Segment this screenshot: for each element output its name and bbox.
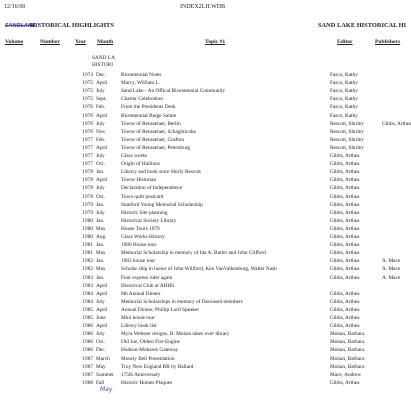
col-number: Number [40, 39, 60, 45]
row-month: May [96, 363, 106, 370]
row-year: 1981 [82, 242, 93, 249]
row-editor: Gibbs, Arthea [330, 177, 360, 184]
row-topic: Town quilt postcard [121, 193, 164, 200]
row-month: Oct. [96, 339, 105, 346]
row-topic: Towns of Rensselaer, Grafton [121, 136, 184, 143]
row-month: Jan. [96, 169, 105, 176]
row-editor: Gibbs, Arthea [330, 306, 360, 313]
row-editor: Fasco, Kathy [330, 96, 358, 103]
row-topic: Mosely Bell Presentation [121, 355, 175, 362]
row-month: Jan. [96, 217, 105, 224]
row-year: 1978 [82, 177, 93, 184]
table-row [0, 72, 400, 79]
row-topic: 1982 house tour [121, 258, 156, 265]
row-year: 1980 [82, 217, 93, 224]
subheader-line1: SAND LA [92, 55, 116, 61]
table-row [0, 339, 400, 346]
row-topic: Origin of Hallions [121, 161, 160, 168]
row-editor: Gibbs, Arthea [330, 250, 360, 257]
table-row [0, 113, 400, 120]
row-year: 1983 [82, 274, 93, 281]
table-row [0, 380, 400, 387]
row-editor: Fasco, Kathy [330, 72, 358, 78]
row-month: April [96, 323, 108, 330]
col-month: Month [97, 39, 114, 45]
table-row [0, 250, 400, 257]
row-month: April [96, 306, 108, 313]
col-topic: Topic #1 [205, 39, 226, 45]
row-editor: Fasco, Kathy [330, 112, 358, 119]
table-row [0, 226, 400, 233]
row-year: 1975 [82, 96, 93, 103]
row-editor: Gibbs, Arthea [330, 266, 360, 273]
row-year: 1984 [82, 298, 93, 305]
row-topic: Towns Historian [121, 177, 157, 184]
row-editor: Gibbs, Arthea [330, 185, 360, 192]
row-month: Fall [96, 379, 105, 386]
col-editor: Editor [337, 39, 353, 45]
row-year: 1979 [82, 201, 93, 208]
row-year: 1977 [82, 136, 93, 143]
row-month: March [96, 355, 110, 362]
row-editor: Gibbs, Arthea [330, 153, 360, 159]
table-row [0, 80, 400, 87]
row-editor: Gibbs, Arthea [330, 193, 360, 200]
row-month: July [96, 153, 105, 159]
row-topic: Memorial Scholarship in memory of Ida A. Butler and John Clifford [121, 250, 266, 257]
row-editor: Gibbs, Arthea [330, 225, 360, 232]
table-row [0, 275, 400, 282]
row-editor: Gibbs, Arthea [330, 323, 360, 330]
row-month: July [96, 209, 105, 216]
row-topic: Historic Homes Plaques [121, 379, 173, 386]
row-month: April [96, 177, 108, 184]
row-topic: Four express rider again [121, 274, 173, 281]
row-topic: Library and book store Shirly Rescott [121, 169, 201, 176]
row-editor: Mohan, Barbara [330, 339, 365, 346]
row-topic: Charter Celebration [121, 96, 163, 103]
row-year: 1975 [82, 80, 93, 87]
table-row [0, 234, 400, 241]
row-topic: Bicentennial Barge Salute [121, 112, 177, 119]
row-topic: Declaration of Independence [121, 185, 183, 192]
row-year: 1976 [82, 112, 93, 119]
row-month: Jan. [96, 274, 105, 281]
row-topic: 175th Anniversary [121, 371, 161, 378]
row-editor: Gibbs, Arthea [330, 274, 360, 281]
row-topic: Towns of Rensselaer, Berlin [121, 120, 181, 127]
row-editor: Gibbs, Arthea [330, 169, 360, 176]
row-month: April [96, 112, 108, 119]
row-topic: 8th Annual Dinner [121, 290, 161, 297]
row-month: April [96, 290, 108, 297]
row-editor: Mohan, Barbara [330, 331, 365, 338]
table-row [0, 356, 400, 363]
row-topic: Sand Lake - An Offical Bicentennial Community [121, 88, 226, 95]
row-editor: Rescott, Shirley [330, 128, 364, 135]
row-year: 1980 [82, 225, 93, 232]
row-year: 1974 [82, 72, 93, 78]
handwritten-strike: SANDLAKE [5, 23, 36, 29]
row-editor: Gibbs, Arthea [330, 379, 360, 386]
row-year: 1986 [82, 323, 93, 330]
row-month: Sept. [96, 96, 107, 103]
table-row [0, 347, 400, 354]
table-row [0, 372, 400, 379]
row-year: 1983 [82, 282, 93, 289]
table-row [0, 258, 400, 265]
row-topic: Marcy, William L. [121, 80, 161, 87]
print-date: 12/16/00 [4, 4, 26, 10]
row-year: 1976 [82, 128, 93, 135]
table-row [0, 315, 400, 322]
table-row [0, 185, 400, 192]
table-row [0, 291, 400, 298]
row-topic: Myra Webster resigns, B. Mohan takes over library [121, 331, 230, 338]
row-month: Jan. [96, 258, 105, 265]
right-title: SAND LAKE HISTORICAL HI [318, 22, 407, 29]
table-row [0, 242, 400, 249]
table-row [0, 169, 400, 176]
table-row [0, 283, 400, 290]
table-row [0, 120, 411, 128]
row-topic: Glass works [121, 153, 148, 159]
row-month: Summer [96, 371, 114, 378]
row-topic: 1980 House tour [121, 242, 157, 249]
row-publisher: A. Mace [382, 266, 401, 273]
row-editor: Rescott, Shirley [330, 136, 364, 143]
row-topic: Scholar ship in honor of John Willford, Ken VanValkenburg, Walter Nash [121, 266, 277, 273]
row-year: 1986 [82, 347, 93, 354]
row-year: 1977 [82, 144, 93, 151]
row-year: 1982 [82, 258, 93, 265]
row-topic: Stanford Young Memorial Scholarship [121, 201, 203, 208]
table-row [0, 331, 400, 338]
col-volume: Volume [5, 39, 24, 45]
row-year: 1978 [82, 193, 93, 200]
row-month: July [96, 298, 105, 305]
table-row [0, 129, 400, 136]
row-editor: Gibbs, Arthea [330, 201, 360, 208]
row-editor: Fasco, Kathy [330, 88, 358, 95]
row-editor: Mohan, Barbara [330, 363, 365, 370]
table-row [0, 364, 400, 371]
row-topic: Mini house tour [121, 315, 155, 321]
row-editor: Mohan, Barbara [330, 347, 365, 354]
table-row [0, 88, 400, 95]
row-month: May [96, 225, 106, 232]
row-editor: Fasco, Kathy [330, 80, 358, 87]
row-topic: Historic Site planning [121, 209, 168, 216]
row-editor: Gibbs, Arthea [330, 298, 360, 305]
table-row [0, 137, 400, 144]
row-year: 1977 [82, 161, 93, 168]
row-month: Dec. [96, 72, 106, 78]
table-row [0, 161, 400, 168]
column-headers [0, 39, 400, 49]
row-year: 1986 [82, 339, 93, 346]
row-month: Oct. [96, 161, 105, 168]
row-topic: Towns of Rensselaer, Petersburg [121, 144, 191, 151]
row-year: 1987 [82, 371, 93, 378]
row-year: 1978 [82, 185, 93, 192]
row-year: 1987 [82, 363, 93, 370]
row-year: 1984 [82, 290, 93, 297]
row-year: 1986 [82, 331, 93, 338]
row-editor: Rescott, Shirley [330, 144, 364, 151]
row-year: 1977 [82, 153, 93, 159]
row-month: Aug. [96, 234, 107, 240]
row-topic: From the Presidents Desk [121, 104, 176, 111]
row-editor: Mace, Andrew [330, 371, 362, 378]
row-editor: Gibbs, Arthea [330, 161, 360, 168]
row-topic: Towns of Rensselaer, Schaghticoke [121, 128, 197, 135]
row-publisher: Gibbs, Arthea [382, 120, 411, 127]
row-month: Jan. [96, 242, 105, 249]
row-topic: Memorial Scholarships in memory of Deceased members [121, 298, 243, 305]
row-editor: Gibbs, Arthea [330, 217, 360, 224]
table-row [0, 218, 400, 225]
row-editor: Mohan, Barbara [330, 355, 365, 362]
table-row [0, 210, 400, 217]
row-publisher: A. Mace [382, 258, 401, 265]
col-publisher: Publishers [375, 39, 401, 45]
row-month: Dec. [96, 347, 106, 354]
row-month: May [96, 250, 106, 257]
row-year: 1985 [82, 315, 93, 321]
row-editor: Gibbs, Arthea [330, 242, 360, 249]
row-month: Jan. [96, 201, 105, 208]
row-year: 1978 [82, 169, 93, 176]
table-row [0, 266, 400, 273]
table-row [0, 153, 400, 160]
row-year: 1979 [82, 209, 93, 216]
left-title: HISTORICAL HIGHLIGHTS [30, 22, 114, 29]
row-topic: Glass Works History [121, 234, 165, 240]
row-year: 1976 [82, 120, 93, 127]
row-month: Feb. [96, 104, 106, 111]
row-year: 1987 [82, 355, 93, 362]
table-row [0, 307, 400, 314]
row-editor: Gibbs, Arthea [330, 290, 360, 297]
row-year: 1975 [82, 88, 93, 95]
row-topic: Bicentennial Notes [121, 72, 162, 78]
row-month: July [96, 185, 105, 192]
subheader-line2: HISTORI [92, 62, 114, 68]
row-month: June [96, 315, 106, 321]
table-row [0, 323, 400, 330]
row-topic: Troy New England RR by Ballard [121, 363, 194, 370]
row-topic: Hudson-Mohawk Gateway [121, 347, 179, 354]
row-month: July [96, 331, 105, 338]
row-year: 1980 [82, 234, 93, 240]
row-year: 1981 [82, 250, 93, 257]
row-month: Nov. [96, 128, 107, 135]
file-name: INDEX2LH.WDB [180, 4, 226, 10]
row-year: 1976 [82, 104, 93, 111]
row-editor: Gibbs, Arthea [330, 209, 360, 216]
table-row [0, 96, 400, 103]
row-month: April [96, 144, 108, 151]
row-year: 1988 [82, 379, 93, 386]
row-editor: Gibbs, Arthea [330, 258, 360, 265]
row-topic: Historical Club at AHHS [121, 282, 175, 289]
row-editor: Fasco, Kathy [330, 104, 358, 111]
row-month: July [96, 88, 105, 95]
row-month: Feb. [96, 136, 106, 143]
col-year: Year [75, 39, 87, 45]
row-year: 1985 [82, 306, 93, 313]
row-editor: Gibbs, Arthea [330, 234, 360, 240]
row-topic: Annual Dinner, Phillip Lord Speaker [121, 306, 200, 313]
row-topic: Library book list [121, 323, 157, 330]
row-month: May [96, 266, 106, 273]
table-row [0, 202, 400, 209]
row-topic: Old Joe, Oldest Fire Engine [121, 339, 180, 346]
row-month: April [96, 80, 108, 87]
row-month: Oct. [96, 193, 105, 200]
table-row [0, 299, 400, 306]
row-year: 1982 [82, 266, 93, 273]
row-month: July [96, 120, 105, 127]
table-row [0, 104, 400, 111]
table-row [0, 145, 400, 152]
row-editor: Gibbs, Arthea [330, 315, 360, 321]
table-row [0, 194, 400, 201]
row-topic: Historical Society Library [121, 217, 177, 224]
row-topic: House Tours 1979 [121, 225, 160, 232]
table-row [0, 177, 400, 184]
row-editor: Rescott, Shirley [330, 120, 364, 127]
handwritten-correction: May [100, 386, 113, 393]
row-month: April [96, 282, 108, 289]
row-publisher: A. Mace [382, 274, 401, 281]
